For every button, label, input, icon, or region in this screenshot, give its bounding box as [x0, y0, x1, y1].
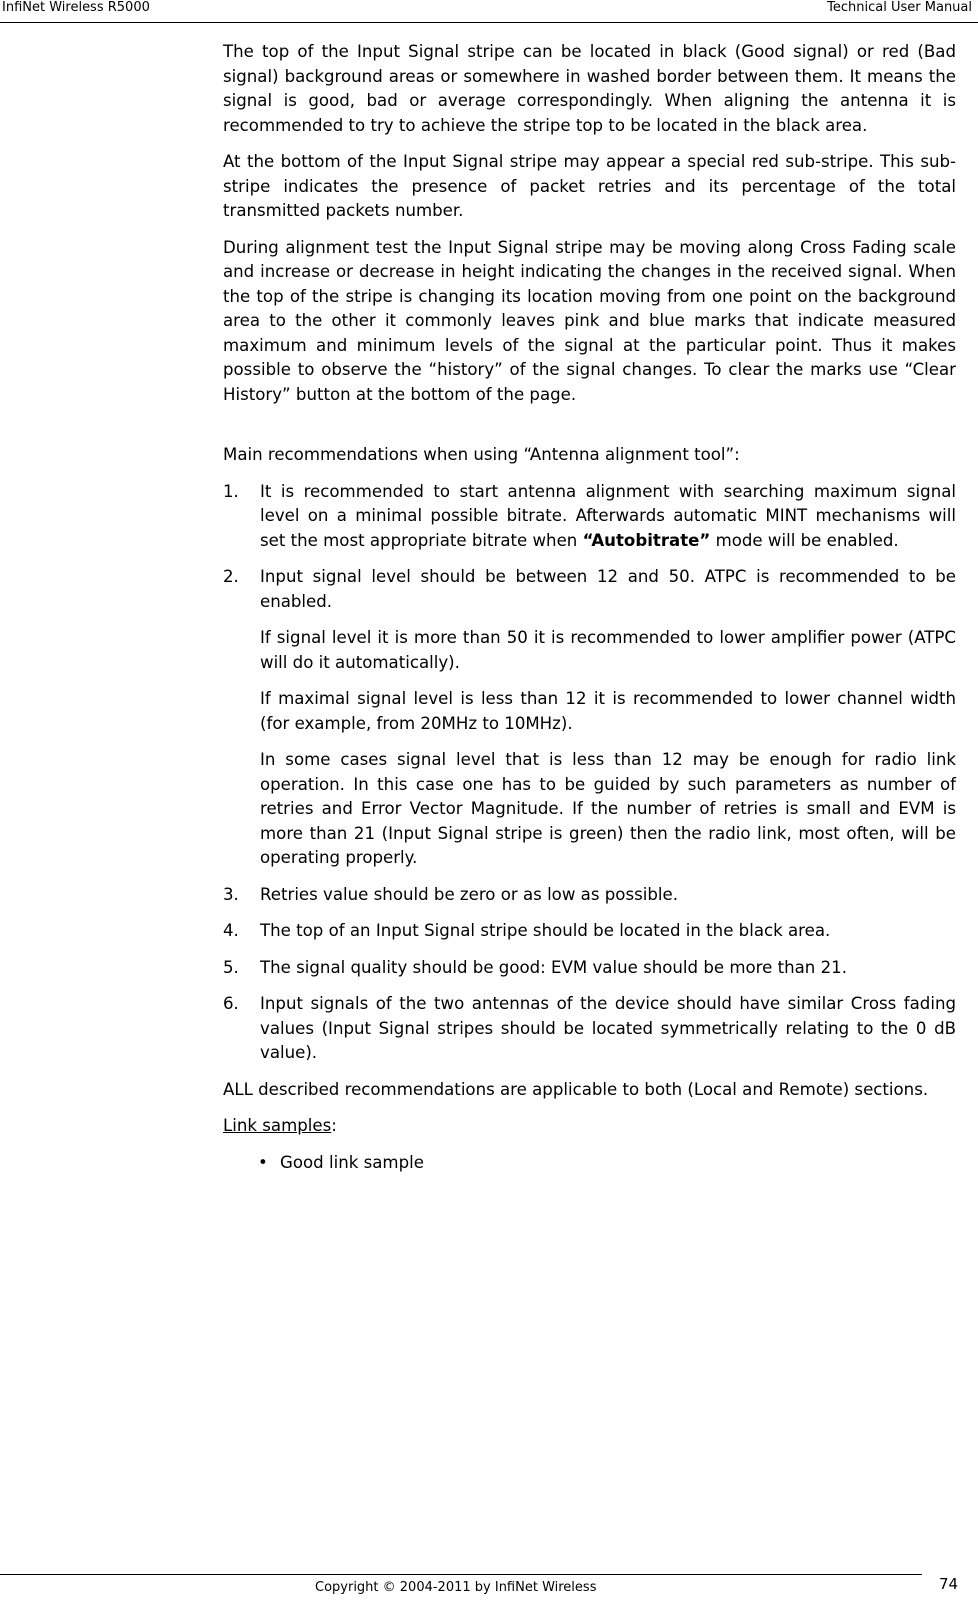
link-samples-colon: :: [331, 1116, 337, 1135]
list-item: [223, 480, 956, 554]
list-item: [223, 919, 956, 944]
paragraph-applicability: ALL described recommendations are applicable to both (Local and Remote) sections.: [223, 1079, 929, 1099]
list-item: [223, 956, 956, 981]
list-item-subparagraph: If signal level it is more than 50 it is recommended to lower amplifier power (ATPC will do it automatically).: [260, 628, 956, 672]
list-item-text: mode will be enabled.: [710, 530, 899, 550]
list-item-text: Retries value should be zero or as low as possible.: [260, 884, 678, 904]
list-item-text: It is recommended to start antenna alignment with searching maximum signal level on a minimal possible bitrate. Afterwards automatic MINT mechanisms will set the most appropriate bitrate when: [260, 481, 956, 550]
page-header: [0, 0, 978, 23]
link-samples-list: [223, 1151, 956, 1176]
link-samples-label: Link samples: [223, 1116, 332, 1135]
page-content: [223, 40, 956, 1175]
list-item-number: 4.: [223, 921, 239, 940]
page-number: 74: [939, 1575, 959, 1593]
bullet-icon: •: [258, 1152, 268, 1172]
list-item: [258, 1151, 956, 1176]
list-item-text: The signal quality should be good: EVM value should be more than 21.: [260, 957, 847, 977]
list-item-subparagraph: In some cases signal level that is less than 12 may be enough for radio link operation. In this case one has to be guided by such parameters as number of retries and Error Vector Magnitude. If the number of retries is small and EVM is more than 21 (Input Signal stripe is green) then the radio link, most often, will be operating properly.: [260, 750, 956, 867]
list-item: [223, 565, 956, 871]
list-item-text: Input signal level should be between 12 and 50. ATPC is recommended to be enabled.: [260, 567, 956, 611]
list-item-text: The top of an Input Signal stripe should be located in the black area.: [260, 921, 831, 940]
list-item-number: 5.: [223, 957, 239, 977]
link-samples-heading: [223, 1114, 956, 1139]
header-product-name: InfiNet Wireless R5000: [2, 0, 150, 15]
header-manual-title: Technical User Manual: [827, 0, 972, 15]
list-item-number: 1.: [223, 481, 239, 501]
recommendations-list: [223, 480, 956, 1066]
list-item-number: 6.: [223, 994, 239, 1013]
bullet-text: Good link sample: [280, 1152, 424, 1172]
autobitrate-term: “Autobitrate”: [582, 530, 711, 550]
list-item-number: 2.: [223, 567, 239, 586]
footer-divider: [0, 1574, 922, 1575]
list-item: [223, 883, 956, 908]
paragraph-alignment-test: During alignment test the Input Signal stripe may be moving along Cross Fading scale and increase or decrease in height indicating the changes in the received signal. When the top of the stripe is changing its location moving from one point on the background area to the other it commonly leaves pink and blue marks that indicate measured maximum and minimum levels of the signal at the particular point. Thus it makes possible to observe the “history” of the signal changes. To clear the marks use “Clear History” button at the bottom of the page.: [223, 237, 956, 404]
list-item-subparagraph: If maximal signal level is less than 12 it is recommended to lower channel width (for example, from 20MHz to 10MHz).: [260, 689, 956, 733]
footer-copyright: Copyright © 2004-2011 by InfiNet Wireless: [315, 1580, 597, 1595]
list-item-number: 3.: [223, 884, 239, 904]
list-item-text: Input signals of the two antennas of the device should have similar Cross fading values (Input Signal stripes should be located symmetrically relating to the 0 dB value).: [260, 994, 956, 1062]
paragraph-recommendations-intro: Main recommendations when using “Antenna alignment tool”:: [223, 445, 740, 464]
paragraph-stripe-top: The top of the Input Signal stripe can be located in black (Good signal) or red (Bad signal) background areas or somewhere in washed border between them. It means the signal is good, bad or average correspondingly. When aligning the antenna it is recommended to try to achieve the stripe top to be located in the black area.: [223, 42, 956, 135]
paragraph-sub-stripe: At the bottom of the Input Signal stripe may appear a special red sub-stripe. This sub-stripe indicates the presence of packet retries and its percentage of the total transmitted packets number.: [223, 152, 956, 220]
list-item: [223, 992, 956, 1066]
